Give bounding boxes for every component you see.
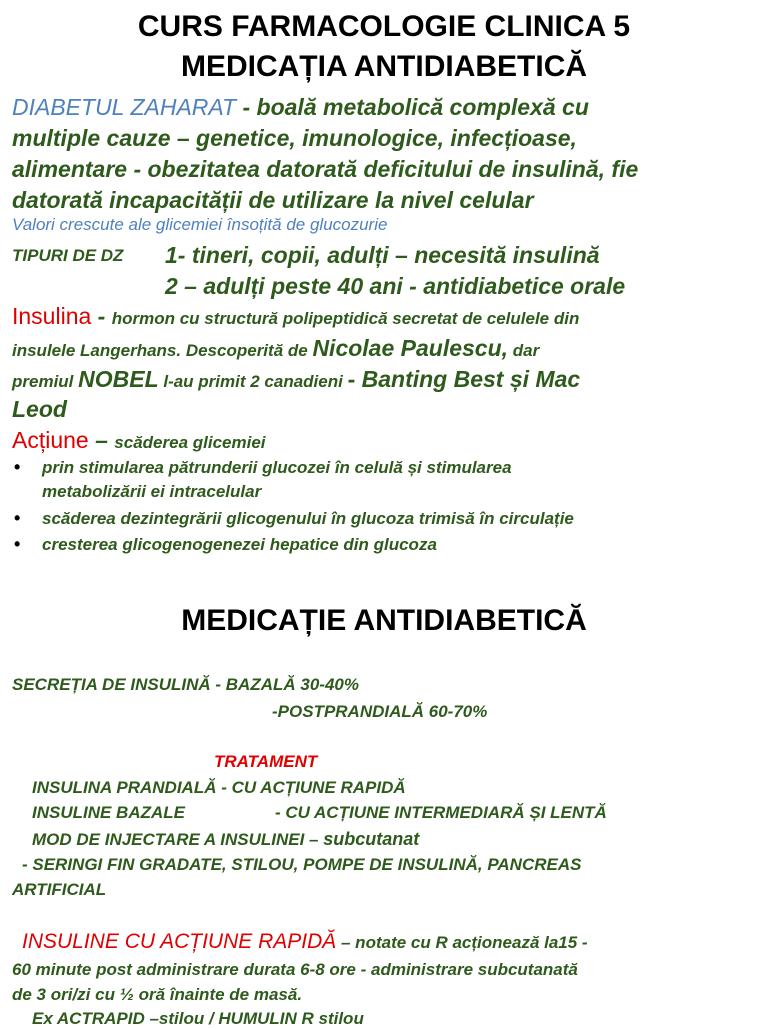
insulina-text2b: dar (508, 341, 540, 360)
actiune-dash: – (88, 427, 115, 453)
bullet-3: • (14, 534, 21, 554)
diabet-text1: - boală metabolică complexă cu (236, 94, 589, 120)
page-title: CURS FARMACOLOGIE CLINICA 5 (137, 10, 631, 43)
actiune-b2: scăderea dezintegrării glicogenului în glucoza trimisă în circulație (42, 509, 574, 528)
diabet-line3: alimentare - obezitatea datorată deficitului de insulină, fie (12, 156, 639, 182)
insulina-dash: - (91, 303, 112, 329)
rapid-term: INSULINE CU ACȚIUNE RAPIDĂ (22, 930, 337, 953)
actiune-desc: scăderea glicemiei (114, 433, 266, 452)
page-subtitle: MEDICAȚIA ANTIDIABETICĂ (180, 50, 588, 83)
tratament-2a: INSULINE BAZALE (32, 803, 185, 822)
actiune-b1b: metabolizării ei intracelular (42, 482, 262, 501)
diabet-line4: datorată incapacității de utilizare la nivel celular (12, 187, 534, 213)
tratament-heading: TRATAMENT (214, 752, 318, 771)
diabet-line1 (12, 94, 589, 121)
section2-title: MEDICAȚIE ANTIDIABETICĂ (181, 604, 587, 637)
rapid-line1 (22, 930, 588, 954)
insulina-text3b: l-au primit 2 canadieni (158, 372, 348, 391)
insulina-text3a: premiul (12, 372, 79, 391)
insulina-text1: hormon cu structură polipeptidică secretat de celulele din (111, 309, 580, 328)
actiune-b3: cresterea glicogenogenezei hepatice din glucoza (42, 535, 437, 554)
secretie-2: -POSTPRANDIALĂ 60-70% (272, 702, 488, 721)
rapid-line4: Ex ACTRAPID –stilou / HUMULIN R stilou (32, 1009, 364, 1028)
diabet-line2: multiple cauze – genetice, imunologice, infecțioase, (12, 125, 577, 151)
insulina-line3 (12, 366, 580, 393)
tratament-4: - SERINGI FIN GRADATE, STILOU, POMPE DE INSULINĂ, PANCREAS (22, 855, 582, 874)
tipuri-2: 2 – adulți peste 40 ani - antidiabetice orale (165, 273, 626, 299)
insulina-line2 (12, 335, 539, 362)
actiune-line (12, 427, 266, 454)
bullet-1: • (14, 457, 21, 477)
insulina-text2a: insulele Langerhans. Descoperită de (12, 341, 313, 360)
insulina-text3c: - Banting Best și Mac (347, 366, 581, 392)
secretie-1: SECREȚIA DE INSULINĂ - BAZALĂ 30-40% (12, 675, 359, 694)
insulina-term: Insulina (12, 303, 92, 329)
actiune-b1a: prin stimularea pătrunderii glucozei în celulă și stimularea (42, 458, 512, 477)
tratament-5: ARTIFICIAL (12, 880, 107, 899)
tratament-2b: - CU ACȚIUNE INTERMEDIARĂ ȘI LENTĂ (275, 803, 607, 822)
tratament-3 (32, 829, 419, 850)
rapid-line3: de 3 ori/zi cu ½ oră înainte de masă. (12, 985, 303, 1004)
bullet-2: • (14, 508, 21, 528)
actiune-term: Acțiune (12, 427, 89, 453)
tipuri-label: TIPURI DE DZ (12, 246, 124, 265)
tratament-3a: MOD DE INJECTARE A INSULINEI – (32, 830, 324, 849)
tratament-1: INSULINA PRANDIALĂ - CU ACȚIUNE RAPIDĂ (32, 778, 406, 797)
rapid-text1: – notate cu R acționează la15 - (336, 933, 588, 952)
diabet-term: DIABETUL ZAHARAT (12, 94, 237, 120)
insulina-line1 (12, 303, 579, 330)
nobel: NOBEL (78, 366, 159, 392)
tratament-3b: subcutanat (323, 829, 420, 849)
tipuri-1: 1- tineri, copii, adulți – necesită insulină (165, 242, 600, 268)
paulescu: Nicolae Paulescu, (312, 335, 509, 361)
rapid-line2: 60 minute post administrare durata 6-8 ore - administrare subcutanată (12, 960, 578, 979)
valori-line: Valori crescute ale glicemiei însoțită de glucozurie (12, 215, 388, 234)
insulina-line4: Leod (12, 396, 67, 422)
